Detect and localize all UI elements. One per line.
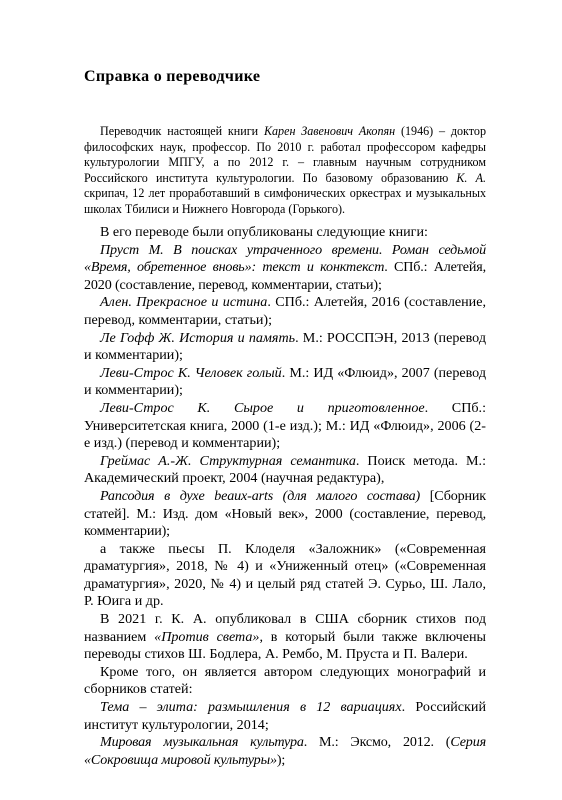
poems-text: В 2021 г. К. А. опубликовал в США сборник стихов под названием: [84, 611, 486, 645]
monograph-series: Серия «Сокровища мировой культуры»: [84, 734, 486, 768]
book-title: Пруст М. В поисках утраченного времени. Роман седьмой «Время, обретенное вновь»: текст и конктекст: [84, 241, 486, 276]
book-title: Леви-Строс К. Человек голый: [100, 364, 282, 381]
monographs-intro: Кроме того, он является автором следующих монографий и сборников статей:: [84, 663, 486, 698]
plays-paragraph: а также пьесы П. Клоделя «Заложник» («Современная драматургия», 2018, № 4) и «Униженный отец» («Современная драматургия», 2020, № 4) и целый ряд статей Э. Сурьо, Ш. Лало, Р. Юига и др.: [84, 540, 486, 610]
book-entry: [84, 453, 486, 488]
book-details: [Сборник статей]. М.: Изд. дом «Новый век», 2000 (составление, перевод, комментарии);: [84, 487, 486, 540]
book-entry: [84, 294, 486, 329]
monograph-details: . Российский институт культурологии, 2014;: [84, 699, 486, 733]
book-details: . СПб.: Алетейя, 2016 (составление, перевод, комментарии, статьи);: [84, 294, 486, 328]
poems-paragraph: [84, 611, 486, 664]
page-title: Справка о переводчике: [84, 68, 261, 85]
translator-name: Карен Завенович Акопян: [263, 124, 396, 138]
book-entry: [84, 330, 486, 365]
book-entry: [84, 242, 486, 295]
books-intro: В его переводе были опубликованы следующие книги:: [100, 224, 428, 240]
bio-text: Переводчик настоящей книги: [100, 124, 264, 138]
main-text: [84, 224, 486, 769]
book-details: . М.: ИД «Флюид», 2007 (перевод и комментарии);: [84, 364, 486, 399]
monograph-title: Мировая музыкальная культура: [100, 734, 304, 751]
monograph-details: );: [276, 751, 286, 768]
book-title: Ле Гофф Ж. История и память: [100, 329, 296, 346]
book-entry: [84, 400, 486, 453]
translator-note: [84, 124, 486, 218]
book-details: . Поиск метода. М.: Академический проект, 2004 (научная редактура),: [84, 452, 486, 487]
poems-text: , в который были также включены переводы стихов Ш. Бодлера, А. Рембо, М. Пруста и П. Валери.: [84, 628, 486, 663]
book-details: . СПб.: Алетейя, 2020 (составление, перевод, комментарии, статьи);: [84, 259, 486, 293]
monograph-details: . М.: Эксмо, 2012. (: [303, 734, 451, 751]
poems-title: «Против света»: [154, 628, 260, 645]
bio-text: скрипач, 12 лет проработавший в симфонических оркестрах и музыкальных школах Тбилиси и Нижнего Новгорода (Горького).: [84, 186, 486, 216]
bio-text: (1946) – доктор философских наук, профессор. По 2010 г. работал профессором кафедры культурологии МПГУ, а по 2012 г. – главным научным сотрудником Российского института культурологии. По базовому образованию: [84, 124, 486, 185]
book-title: Рапсодия в духе beaux-arts (для малого состава): [100, 487, 421, 504]
book-title: Греймас А.-Ж. Структурная семантика: [100, 452, 356, 469]
book-entry: [84, 488, 486, 541]
monograph-entry: [84, 699, 486, 734]
book-entry: [84, 365, 486, 400]
translator-bio-paragraph: [84, 124, 486, 218]
monograph-title: Тема – элита: размышления в 12 вариациях: [100, 699, 402, 716]
book-details: . М.: РОССПЭН, 2013 (перевод и комментарии);: [84, 329, 486, 364]
book-details: . СПб.: Университетская книга, 2000 (1-е изд.); М.: ИД «Флюид», 2006 (2-е изд.) (перевод и комментарии);: [84, 399, 486, 452]
translator-initials: К. А.: [456, 170, 486, 185]
book-title: Леви-Строс К. Сырое и приготовленное: [100, 399, 425, 416]
monograph-entry: [84, 734, 486, 769]
book-title: Ален. Прекрасное и истина: [100, 294, 268, 311]
